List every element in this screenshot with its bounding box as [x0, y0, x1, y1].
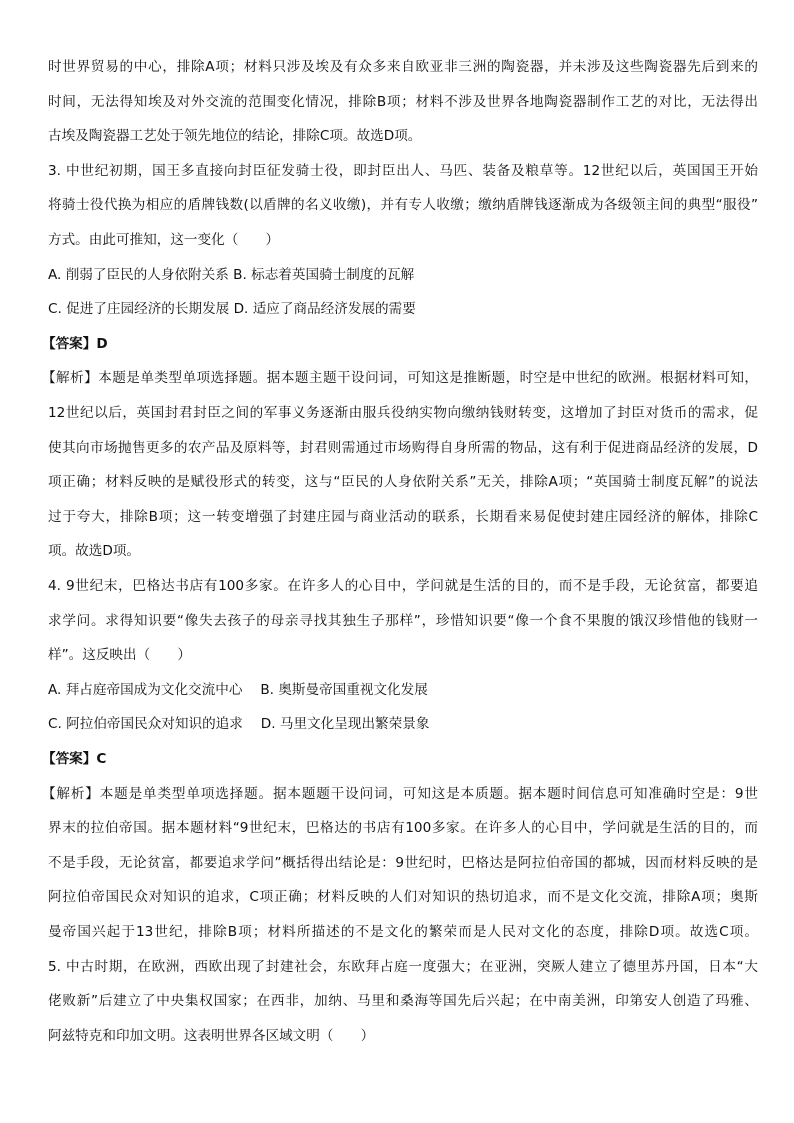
answer-label: 【答案】D: [42, 336, 108, 352]
analysis-text: 【解析】本题是单类型单项选择题。据本题题干设问词，可知这是本质题。据本题时间信息可知准确时空是：9世: [42, 786, 758, 802]
question-4-stem: 求学问。求得知识要“像失去孩子的母亲寻找其独生子那样”，珍惜知识要“像一个食不果腹的饿汉珍惜他的钱财一: [48, 613, 758, 629]
analysis-text: 曼帝国兴起于13世纪，排除B项；材料所描述的不是文化的繁荣而是人民对文化的态度，排除D项。故选C项。: [48, 924, 758, 940]
analysis-text: 项。故选D项。: [48, 543, 141, 559]
question-3-stem: 3. 中世纪初期，国王多直接向封臣征发骑士役，即封臣出人、马匹、装备及粮草等。12世纪以后，英国国王开始: [48, 163, 758, 179]
text-line: 时间，无法得知埃及对外交流的范围变化情况，排除B项；材料不涉及世界各地陶瓷器制作工艺的对比，无法得出: [48, 94, 758, 110]
question-4-options-ab: A. 拜占庭帝国成为文化交流中心 B. 奥斯曼帝国重视文化发展: [48, 682, 428, 698]
question-4-stem: 4. 9世纪末，巴格达书店有100多家。在许多人的心目中，学问就是生活的目的，而不是手段，无论贫富，都要追: [48, 578, 758, 594]
answer-label: 【答案】C: [42, 751, 107, 767]
text-line: 时世界贸易的中心，排除A项；材料只涉及埃及有众多来自欧亚非三洲的陶瓷器，并未涉及这些陶瓷器先后到来的: [48, 59, 758, 75]
question-5-stem: 阿兹特克和印加文明。这表明世界各区域文明（ ）: [48, 1028, 375, 1044]
analysis-text: 项正确；材料反映的是赋役形式的转变，这与“臣民的人身依附关系”无关，排除A项；“英国骑士制度瓦解”的说法: [48, 474, 758, 490]
analysis-text: 过于夸大，排除B项；这一转变增强了封建庄园与商业活动的联系，长期看来易促使封建庄园经济的解体，排除C: [48, 509, 758, 525]
analysis-text: 阿拉伯帝国民众对知识的追求，C项正确；材料反映的人们对知识的热切追求，而不是文化交流，排除A项；奥斯: [48, 889, 758, 905]
question-4-stem: 样”。这反映出（ ）: [48, 647, 191, 663]
analysis-text: 使其向市场抛售更多的农产品及原料等，封君则需通过市场购得自身所需的物品，这有利于促进商品经济的发展，D: [48, 440, 758, 456]
text-line: 古埃及陶瓷器工艺处于领先地位的结论，排除C项。故选D项。: [48, 128, 422, 144]
question-3-stem: 方式。由此可推知，这一变化（ ）: [48, 232, 280, 248]
analysis-text: 【解析】本题是单类型单项选择题。据本题主题干设问词，可知这是推断题，时空是中世纪的欧洲。根据材料可知，: [42, 370, 758, 386]
question-3-stem: 将骑士役代换为相应的盾牌钱数(以盾牌的名义收缴)，并有专人收缴；缴纳盾牌钱逐渐成为各级领主间的典型“服役”: [48, 197, 758, 213]
question-3-options-cd: C. 促进了庄园经济的长期发展 D. 适应了商品经济发展的需要: [48, 301, 416, 317]
question-5-stem: 5. 中古时期，在欧洲，西欧出现了封建社会，东欧拜占庭一度强大；在亚洲，突厥人建立了德里苏丹国，日本“大: [48, 959, 758, 975]
analysis-text: 界末的拉伯帝国。据本题材料“9世纪末，巴格达的书店有100多家。在许多人的心目中，学问就是生活的目的，而: [48, 820, 758, 836]
analysis-text: 12世纪以后，英国封君封臣之间的军事义务逐渐由服兵役纳实物向缴纳钱财转变，这增加了封臣对货币的需求，促: [48, 405, 758, 421]
question-4-options-cd: C. 阿拉伯帝国民众对知识的追求 D. 马里文化呈现出繁荣景象: [48, 716, 430, 732]
analysis-text: 不是手段，无论贫富，都要追求学问”概括得出结论是：9世纪时，巴格达是阿拉伯帝国的都城，因而材料反映的是: [48, 855, 758, 871]
question-3-options-ab: A. 削弱了臣民的人身依附关系 B. 标志着英国骑士制度的瓦解: [48, 267, 415, 283]
question-5-stem: 佬败新”后建立了中央集权国家；在西非，加纳、马里和桑海等国先后兴起；在中南美洲，印第安人创造了玛雅、: [48, 993, 758, 1009]
